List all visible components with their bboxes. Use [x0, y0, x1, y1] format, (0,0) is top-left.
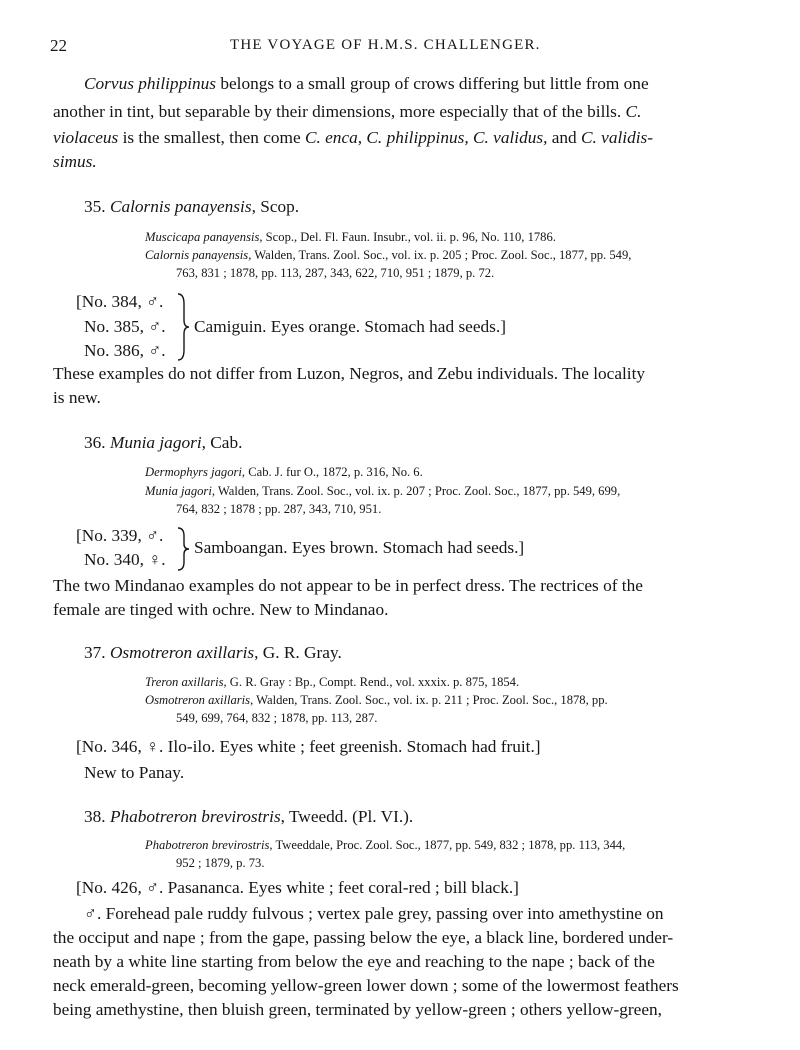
specimen-384: [No. 384, ♂. — [76, 292, 164, 311]
remark-37-1: New to Panay. — [84, 763, 185, 782]
citation-36-1: Dermophyrs jagori, Cab. J. fur O., 1872, p. 316, No. 6. — [145, 465, 423, 479]
specimen-339: [No. 339, ♂. — [76, 526, 164, 545]
description-line-3: neath by a white line starting from below the eye and reaching to the nape ; back of the — [53, 952, 655, 971]
specimen-426: [No. 426, ♂. Pasananca. Eyes white ; feet coral-red ; bill black.] — [76, 878, 519, 897]
remark-35-1: These examples do not differ from Luzon, Negros, and Zebu individuals. The locality — [53, 364, 646, 383]
remark-36-1: The two Mindanao examples do not appear to be in perfect dress. The rectrices of the — [53, 576, 643, 595]
specimen-note-35: Camiguin. Eyes orange. Stomach had seeds.] — [194, 317, 506, 336]
citation-37-1: Treron axillaris, G. R. Gray : Bp., Compt. Rend., vol. xxxix. p. 875, 1854. — [145, 675, 520, 689]
citation-38-2: 952 ; 1879, p. 73. — [176, 856, 265, 870]
species-heading-35: 35. Calornis panayensis, Scop. — [84, 197, 300, 216]
specimen-385: No. 385, ♂. — [84, 317, 166, 336]
citation-35-1: Muscicapa panayensis, Scop., Del. Fl. Faun. Insubr., vol. ii. p. 96, No. 110, 1786. — [145, 230, 556, 244]
brace-icon — [176, 292, 190, 362]
citation-37-3: 549, 699, 764, 832 ; 1878, pp. 113, 287. — [176, 711, 378, 725]
species-heading-38: 38. Phabotreron brevirostris, Tweedd. (Pl. VI.). — [84, 807, 414, 826]
specimen-note-36: Samboangan. Eyes brown. Stomach had seeds.] — [194, 538, 525, 557]
running-title: THE VOYAGE OF H.M.S. CHALLENGER. — [230, 37, 541, 53]
intro-line-4: simus. — [53, 152, 97, 171]
description-line-2: the occiput and nape ; from the gape, passing below the eye, a black line, bordered under- — [53, 928, 674, 947]
specimen-340: No. 340, ♀. — [84, 550, 166, 569]
citation-35-3: 763, 831 ; 1878, pp. 113, 287, 343, 622, 710, 951 ; 1879, p. 72. — [176, 266, 495, 280]
brace-icon — [176, 526, 190, 572]
specimen-386: No. 386, ♂. — [84, 341, 166, 360]
description-line-5: being amethystine, then bluish green, terminated by yellow-green ; others yellow-green, — [53, 1000, 662, 1019]
page-header — [50, 36, 760, 58]
citation-37-2: Osmotreron axillaris, Walden, Trans. Zool. Soc., vol. ix. p. 211 ; Proc. Zool. Soc., 1878, pp. — [145, 693, 608, 707]
specimen-346: [No. 346, ♀. Ilo-ilo. Eyes white ; feet greenish. Stomach had fruit.] — [76, 737, 541, 756]
species-heading-37: 37. Osmotreron axillaris, G. R. Gray. — [84, 643, 342, 662]
species-heading-36: 36. Munia jagori, Cab. — [84, 433, 243, 452]
citation-36-2: Munia jagori, Walden, Trans. Zool. Soc., vol. ix. p. 207 ; Proc. Zool. Soc., 1877, pp. 549, 699, — [145, 484, 621, 498]
remark-35-2: is new. — [53, 388, 101, 407]
citation-38-1: Phabotreron brevirostris, Tweeddale, Proc. Zool. Soc., 1877, pp. 549, 832 ; 1878, pp. 113, 344, — [145, 838, 626, 852]
citation-35-2: Calornis panayensis, Walden, Trans. Zool. Soc., vol. ix. p. 205 ; Proc. Zool. Soc., 1877, pp. 549, — [145, 248, 632, 262]
remark-36-2: female are tinged with ochre. New to Mindanao. — [53, 600, 389, 619]
intro-line-1: Corvus philippinus belongs to a small group of crows differing but little from one — [84, 74, 649, 93]
page-number: 22 — [50, 36, 67, 55]
intro-line-3: violaceus is the smallest, then come C. enca, C. philippinus, C. validus, and C. validis- — [53, 128, 654, 147]
citation-36-3: 764, 832 ; 1878 ; pp. 287, 343, 710, 951. — [176, 502, 382, 516]
description-line-4: neck emerald-green, becoming yellow-green lower down ; some of the lowermost feathers — [53, 976, 679, 995]
description-line-1: ♂. Forehead pale ruddy fulvous ; vertex pale grey, passing over into amethystine on — [84, 904, 664, 923]
intro-line-2: another in tint, but separable by their dimensions, more especially that of the bills. C. — [53, 102, 642, 121]
